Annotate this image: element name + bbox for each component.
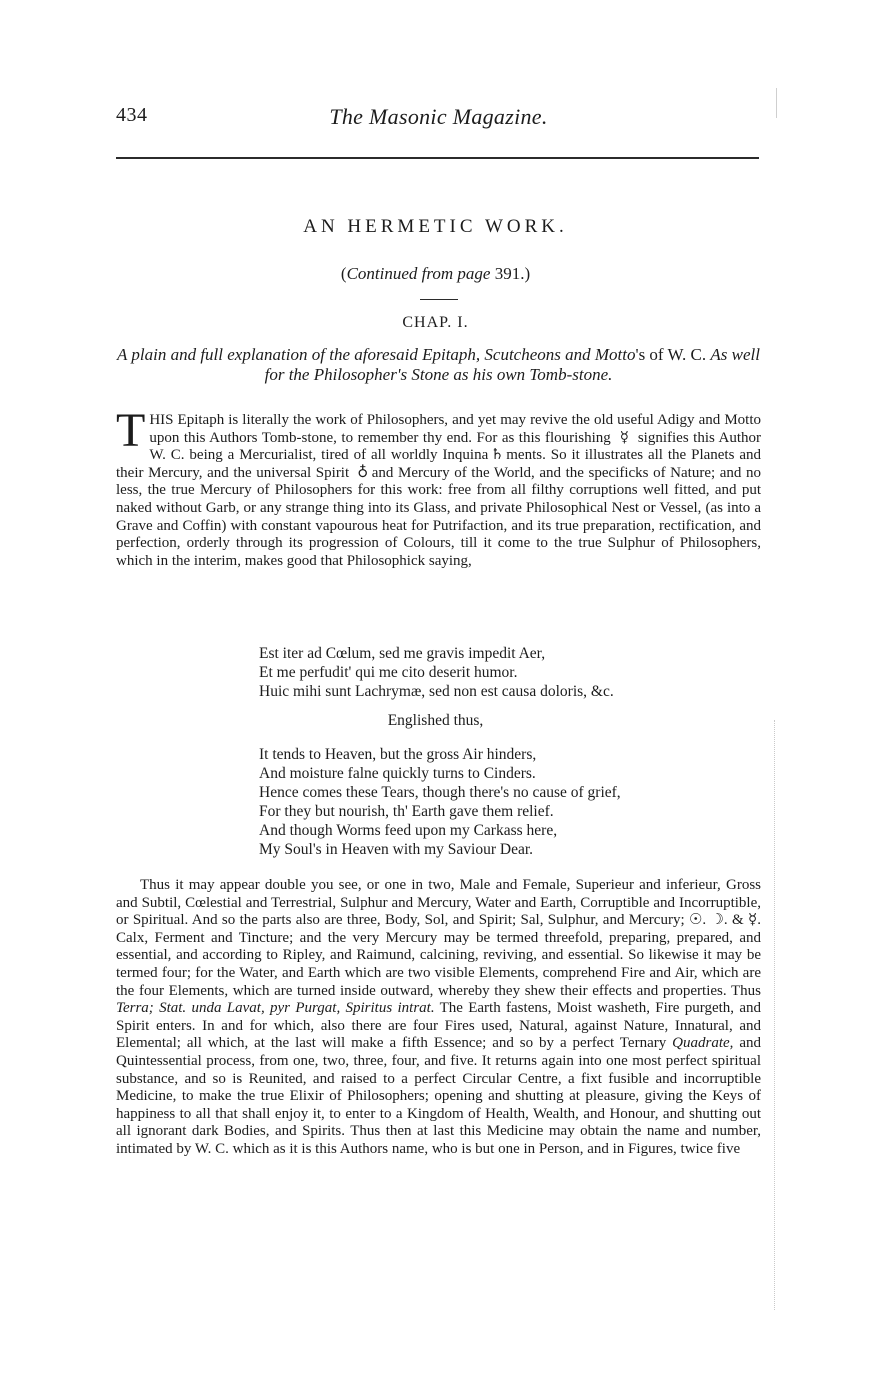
verse-line: Est iter ad Cœlum, sed me gravis impedit Aer, (259, 645, 546, 662)
article-title: AN HERMETIC WORK. (303, 216, 568, 237)
alchemical-symbols: ☉. ☽. & ☿ (688, 912, 758, 929)
edge-line (776, 88, 777, 118)
dropcap-letter: T (116, 404, 146, 457)
englished-label: Englished thus, (387, 712, 484, 729)
chapter-subtitle (116, 345, 761, 385)
paragraph-2-italic-1: Terra; Stat. unda Lavat, pyr Purgat, Spiritus intrat. (116, 1000, 435, 1017)
page-number: 434 (116, 104, 148, 126)
verse-line: Huic mihi sunt Lachrymæ, sed non est causa doloris, &c. (259, 683, 614, 700)
chapter-heading: CHAP. I. (402, 314, 469, 331)
scan-edge-marks (774, 720, 781, 1310)
verse-line: My Soul's in Heaven with my Saviour Dear. (259, 841, 534, 858)
paragraph-2-text-d: and Quintessential process, from one, two, three, four, and five. It returns again into one most perfect spiritual substance, and so is Reunited, and raised to a perfect Circular Centre, a fixt fusible and incorruptible Medicine, to make the true Elixir of Philosophers; opening and shutting at pleasure, giving the Keys of happiness to all that shall enjoy it, to enter to a Kingdom of Health, Wealth, and Honour, and shutting out all ignorant dark Bodies, and Spirits. Thus then at last this Medicine may obtain the name and number, intimated by W. C. which as it is this Authors name, who is but one in Person, and in Figures, twice five (116, 1035, 761, 1157)
english-verse (259, 745, 729, 859)
header-rule (116, 157, 759, 159)
paragraph-2-text-c: The Earth fastens, Moist washeth, Fire purgeth, and Spirit enters. In and for which, also there are four Fires used, Natural, against Nature, Innatural, and Elemental; all which, at the last will make a fifth Essence; and so by a perfect Ternary (116, 1000, 762, 1052)
mercury-symbol-icon: ☿ (619, 429, 629, 446)
subtitle-part1: A plain and full explanation of the aforesaid Epitaph, Scutcheons and Motto (117, 345, 636, 364)
verse-line: It tends to Heaven, but the gross Air hinders, (259, 746, 537, 763)
paragraph-1-text-a: HIS Epitaph is literally the work of Philosophers, and yet may revive the old useful Adigy and Motto upon this Authors Tomb-stone, to remember thy end. For as this flourishing (149, 412, 761, 446)
paragraph-2-text-a: Thus it may appear double you see, or one in two, Male and Female, Superieur and inferieur, Gross and Subtil, Cœlestial and Terrestrial, Sulphur and Mercury, Water and Earth, Corruptible and Incorruptible, or Spiritual. And so the parts also are three, Body, Sol, and Spirit; Sal, Sulphur, and Mercury; (116, 877, 761, 929)
paragraph-2-italic-2: Quadrate, (672, 1035, 734, 1052)
subtitle-part3: As well for the Philosopher's Stone as his own Tomb-stone. (264, 345, 760, 384)
verse-line: For they but nourish, th' Earth gave them relief. (259, 803, 554, 820)
subtitle-part2: 's of W. C. (635, 345, 711, 364)
paragraph-1-text-b: signifies this Author W. C. being a Mercurialist, tired of all worldly Inquina (149, 429, 762, 464)
page-header (116, 104, 761, 138)
verse-line: And though Worms feed upon my Carkass here, (259, 822, 558, 839)
continued-page: 391.) (490, 264, 531, 283)
latin-verse (259, 644, 729, 701)
continued-italic: Continued from page (346, 264, 491, 283)
paragraph-2-text-b: . Calx, Ferment and Tincture; and the very Mercury may be termed threefold, preparing, prepared, and essential, and according to Ripley, and Raimund, calcining, reviving, and essential. So likewise it may be termed four; for the Water, and Earth which are two visible Elements, comprehend Fire and Air, which are the four Elements, which are turned inside outward, whereby they shew their effects and properties. Thus (116, 912, 761, 999)
verse-line: And moisture falne quickly turns to Cinders. (259, 765, 536, 782)
verse-line: Hence comes these Tears, though there's no cause of grief, (259, 784, 621, 801)
paragraph-1-text-c: ments. So it illustrates all the Planets and their Mercury, and the universal Spirit (116, 447, 761, 481)
paragraph-1 (116, 404, 762, 570)
earth-symbol-icon: ♁ (357, 464, 369, 481)
saturn-symbol-icon: ♄ (490, 447, 504, 464)
paragraph-1-text-d: and Mercury of the World, and the specificks of Nature; and no less, the true Mercury of Philosophers for this work: free from all filthy corruptions well fitted, and put naked without Garb, or any strange thing into its Glass, and private Philosophical Nest or Vessel, (as into a Grave and Coffin) with constant vapourous heat for Putrifaction, and its true preparation, rectification, and perfection, orderly through its progression of Colours, till it come to the true Sulphur of Philosophers, which in the interim, makes good that Philosophick saying, (116, 464, 761, 569)
running-title: The Masonic Magazine. (329, 104, 548, 129)
paragraph-2 (116, 877, 761, 1159)
continued-open: ( (340, 264, 347, 283)
continued-note (0, 264, 871, 284)
verse-line: Et me perfudit' qui me cito deserit humor. (259, 664, 518, 681)
section-rule (420, 299, 458, 300)
